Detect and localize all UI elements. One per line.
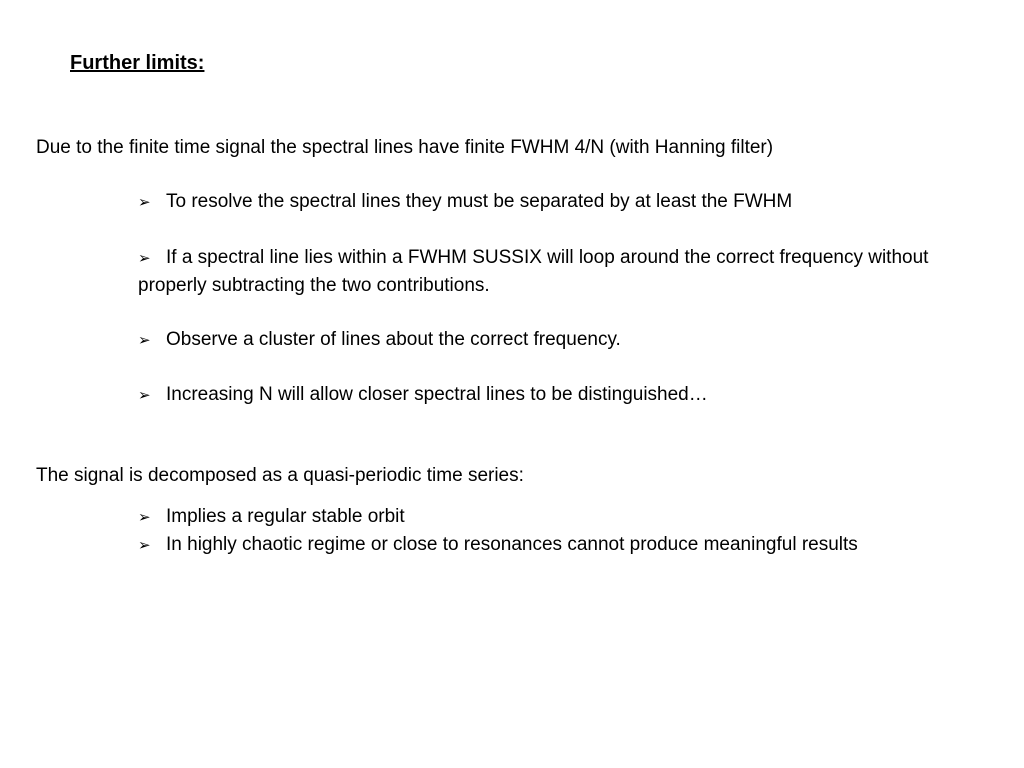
arrow-bullet-icon: ➢ [138,331,151,349]
bullet-text: If a spectral line lies within a FWHM SUSSIX will loop around the correct frequency without properly subtracting the two contributions. [138,247,929,296]
bullet-item [138,503,958,531]
bullet-item [138,381,958,409]
arrow-bullet-icon: ➢ [138,536,151,554]
bullet-item [138,531,958,559]
arrow-bullet-icon: ➢ [138,508,151,526]
slide-title: Further limits: [70,52,205,74]
arrow-bullet-icon: ➢ [138,193,151,211]
bullet-text: Increasing N will allow closer spectral lines to be distinguished… [166,384,708,405]
bullet-text: In highly chaotic regime or close to resonances cannot produce meaningful results [166,534,858,555]
outro-paragraph: The signal is decomposed as a quasi-periodic time series: [36,465,524,486]
bullet-text: Implies a regular stable orbit [166,506,405,527]
bullet-item [138,326,958,354]
bullet-text: Observe a cluster of lines about the correct frequency. [166,329,621,350]
bullet-text: To resolve the spectral lines they must be separated by at least the FWHM [166,191,793,212]
bullet-item [138,188,958,216]
arrow-bullet-icon: ➢ [138,249,151,267]
arrow-bullet-icon: ➢ [138,386,151,404]
intro-paragraph: Due to the finite time signal the spectral lines have finite FWHM 4/N (with Hanning filter) [36,137,774,158]
bullet-item [138,244,958,299]
